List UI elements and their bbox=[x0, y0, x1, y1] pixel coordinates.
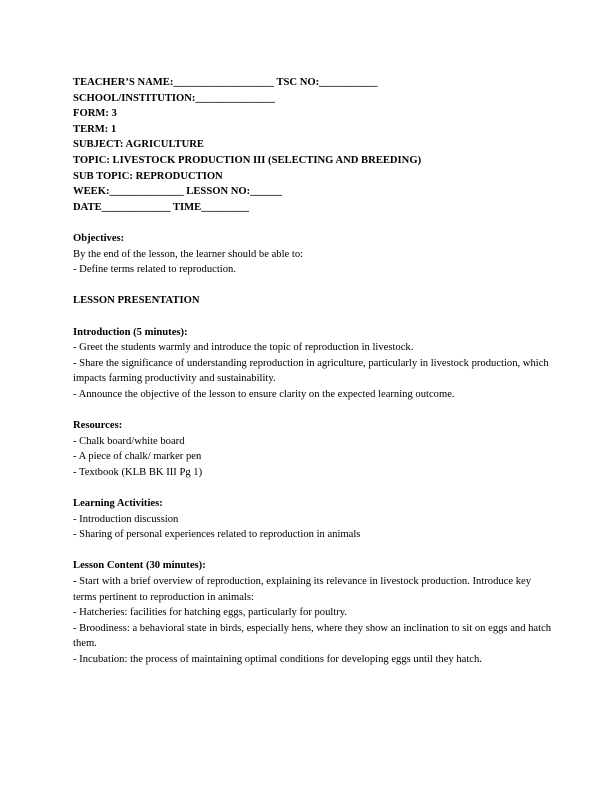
objectives-section bbox=[73, 231, 553, 278]
content-line: - Start with a brief overview of reproduction, explaining its relevance in livestock production. Introduce key terms pertinent to reproduction in animals: bbox=[73, 576, 532, 603]
introduction-line: - Announce the objective of the lesson to ensure clarity on the expected learning outcome. bbox=[73, 388, 455, 400]
activity-item: - Introduction discussion bbox=[73, 513, 179, 525]
content-heading: Lesson Content (30 minutes): bbox=[73, 560, 206, 572]
content-line: - Hatcheries: facilities for hatching eggs, particularly for poultry. bbox=[73, 607, 348, 619]
resources-heading: Resources: bbox=[73, 420, 123, 432]
objective-line: By the end of the lesson, the learner should be able to: bbox=[73, 248, 304, 260]
lesson-plan-page bbox=[73, 75, 553, 668]
subject-line: SUBJECT: AGRICULTURE bbox=[73, 139, 204, 151]
resources-section bbox=[73, 418, 553, 480]
header-block bbox=[73, 75, 553, 215]
school-line: SCHOOL/INSTITUTION:_______________ bbox=[73, 92, 275, 104]
introduction-heading: Introduction (5 minutes): bbox=[73, 326, 188, 338]
topic-line: TOPIC: LIVESTOCK PRODUCTION III (SELECTING AND BREEDING) bbox=[73, 154, 422, 166]
activity-item: - Sharing of personal experiences related to reproduction in animals bbox=[73, 529, 361, 541]
form-line: FORM: 3 bbox=[73, 108, 117, 120]
week-line: WEEK:______________ LESSON NO:______ bbox=[73, 186, 282, 198]
objective-line: - Define terms related to reproduction. bbox=[73, 264, 236, 276]
objectives-heading: Objectives: bbox=[73, 232, 125, 244]
resource-item: - Textbook (KLB BK III Pg 1) bbox=[73, 466, 203, 478]
activities-section bbox=[73, 496, 553, 543]
date-line: DATE_____________ TIME_________ bbox=[73, 201, 249, 213]
teacher-name-line: TEACHER’S NAME:___________________ TSC NO:___________ bbox=[73, 77, 378, 88]
introduction-section bbox=[73, 325, 553, 403]
content-line: - Broodiness: a behavioral state in birds, especially hens, where they show an inclination to sit on eggs and hatch them. bbox=[73, 622, 552, 650]
content-section bbox=[73, 558, 553, 667]
introduction-line: - Share the significance of understanding reproduction in agriculture, particularly in livestock production, which impacts farming productivity and sustainability. bbox=[73, 357, 549, 385]
introduction-line: - Greet the students warmly and introduce the topic of reproduction in livestock. bbox=[73, 342, 414, 354]
presentation-heading: LESSON PRESENTATION bbox=[73, 295, 200, 307]
resource-item: - A piece of chalk/ marker pen bbox=[73, 451, 202, 463]
content-line: - Incubation: the process of maintaining optimal conditions for developing eggs until they hatch. bbox=[73, 653, 482, 665]
subtopic-line: SUB TOPIC: REPRODUCTION bbox=[73, 170, 223, 182]
term-line: TERM: 1 bbox=[73, 123, 117, 135]
activities-heading: Learning Activities: bbox=[73, 498, 163, 510]
resource-item: - Chalk board/white board bbox=[73, 435, 185, 447]
